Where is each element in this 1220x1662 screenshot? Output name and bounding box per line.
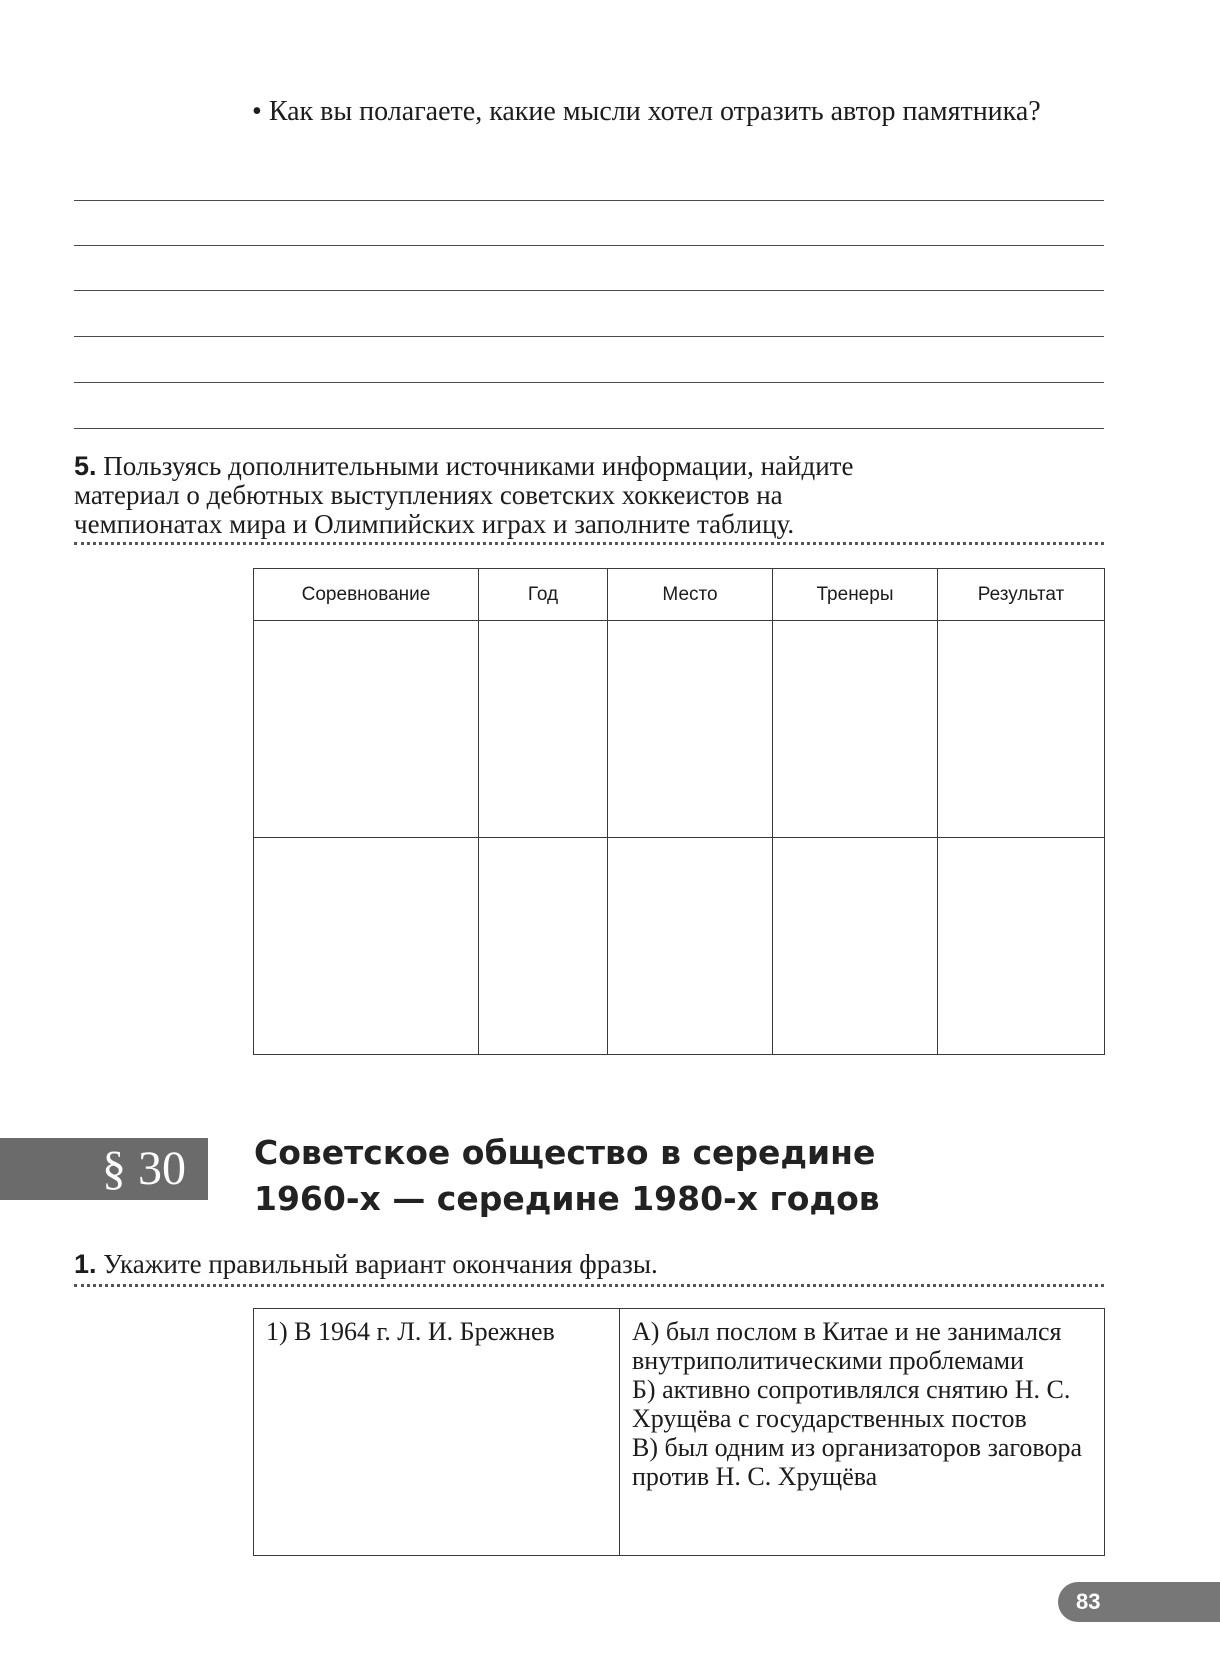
statement-cell: 1) В 1964 г. Л. И. Брежнев <box>254 1309 620 1556</box>
task-text: Укажите правильный вариант окончания фразы. <box>103 1249 658 1279</box>
header-cell: Место <box>608 569 773 621</box>
header-cell: Тренеры <box>773 569 938 621</box>
option-c[interactable]: В) был одним из организаторов заговора против Н. С. Хрущёва <box>632 1433 1083 1491</box>
option-b[interactable]: Б) активно сопротивлялся снятию Н. С. Хрущёва с государственных постов <box>632 1375 1071 1433</box>
dotted-divider <box>74 1284 1104 1287</box>
bullet: • <box>252 96 262 127</box>
answer-line[interactable] <box>74 336 1104 337</box>
header-cell: Результат <box>938 569 1105 621</box>
section-number-badge: § 30 <box>0 1138 208 1200</box>
empty-cell[interactable] <box>608 621 773 838</box>
section-title-line: Советское общество в середине <box>254 1133 876 1172</box>
task-number: 5. <box>74 451 97 481</box>
task-1 <box>74 1250 1104 1279</box>
table-header-row <box>254 569 1105 621</box>
section-title-line: 1960-х — середине 1980-х годов <box>254 1179 880 1218</box>
header-cell: Соревнование <box>254 569 479 621</box>
task-number: 1. <box>74 1249 97 1279</box>
hockey-table <box>253 568 1105 1055</box>
matching-table <box>253 1308 1105 1556</box>
table-row <box>254 838 1105 1055</box>
section-title <box>254 1130 1154 1222</box>
empty-cell[interactable] <box>479 621 608 838</box>
answer-line[interactable] <box>74 200 1104 201</box>
empty-cell[interactable] <box>773 621 938 838</box>
task-5 <box>74 452 934 539</box>
empty-cell[interactable] <box>254 838 479 1055</box>
option-a[interactable]: А) был послом в Китае и не занимался внутриполитическими проблемами <box>632 1317 1062 1375</box>
answer-line[interactable] <box>74 290 1104 291</box>
header-cell: Год <box>479 569 608 621</box>
answer-line[interactable] <box>74 382 1104 383</box>
options-cell <box>620 1309 1105 1556</box>
empty-cell[interactable] <box>608 838 773 1055</box>
empty-cell[interactable] <box>938 838 1105 1055</box>
empty-cell[interactable] <box>938 621 1105 838</box>
question-4-text <box>252 96 1104 128</box>
empty-cell[interactable] <box>773 838 938 1055</box>
empty-cell[interactable] <box>254 621 479 838</box>
table-row <box>254 621 1105 838</box>
answer-line[interactable] <box>74 245 1104 246</box>
task-text: Пользуясь дополнительными источниками информации, найдите материал о дебютных выступлениях советских хоккеистов на чемпионатах мира и Олимпийских играх и заполните таблицу. <box>74 451 854 539</box>
table-row <box>254 1309 1105 1556</box>
dotted-divider <box>74 542 1104 545</box>
page-number: 83 <box>1058 1582 1220 1622</box>
question-text: Как вы полагаете, какие мысли хотел отразить автор памятника? <box>268 96 1041 127</box>
answer-line[interactable] <box>74 428 1104 429</box>
empty-cell[interactable] <box>479 838 608 1055</box>
